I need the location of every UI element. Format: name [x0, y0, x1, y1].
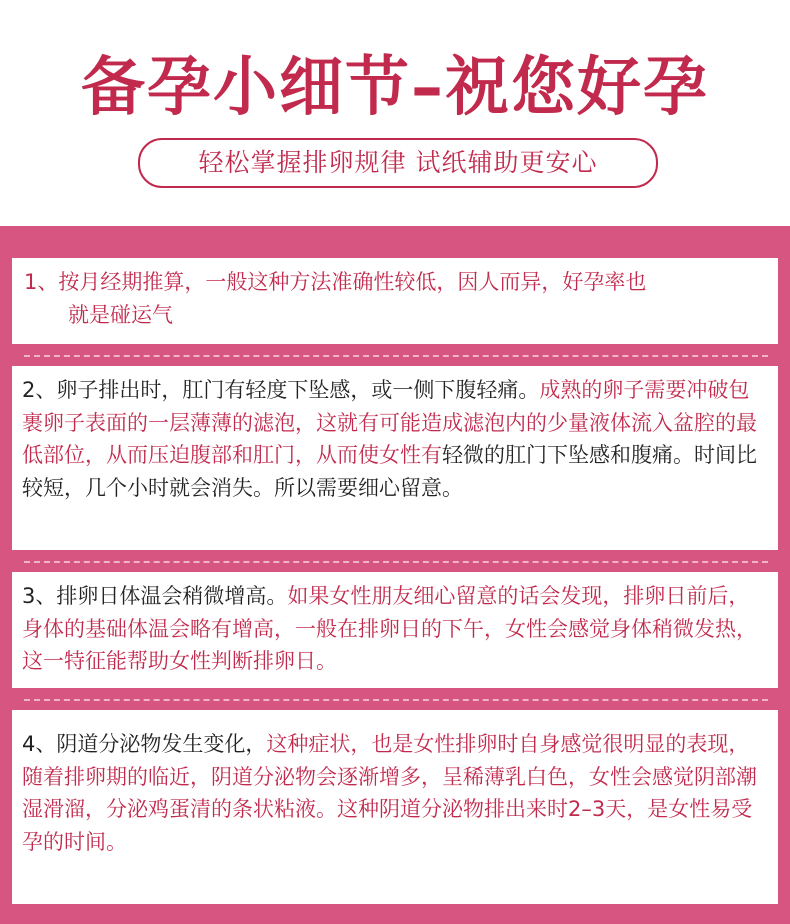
divider [24, 561, 768, 563]
tip-number: 4、 [22, 732, 57, 756]
tip-highlight: 如果女性朋友细心留意的话会发现，排卵日前后，身体的基础体温会略有增高，一般在排卵日的下午，女性会感觉身体稍微发热，这一特征能帮助女性判断排卵日。 [22, 584, 757, 673]
subtitle-badge: 轻松掌握排卵规律 试纸辅助更安心 [138, 138, 658, 188]
divider [24, 699, 768, 701]
tip-number: 3、 [22, 584, 57, 608]
tip-text-line1: 按月经期推算，一般这种方法准确性较低，因人而异，好孕率也 [58, 270, 647, 294]
tip-rest: 轻微的肛门下坠感和腹痛。时间比较短，几个小时就会消失。所以需要细心留意。 [22, 443, 757, 500]
tip-lead: 卵子排出时，肛门有轻度下坠感，或一侧下腹轻痛。 [56, 378, 540, 402]
tip-text-line2: 就是碰运气 [68, 302, 173, 327]
tip-card-1 [12, 258, 778, 344]
page-title: 备孕小细节–祝您好孕 [81, 51, 709, 125]
tip-number: 1、 [24, 270, 59, 294]
tip-lead: 排卵日体温会稍微增高。 [56, 584, 288, 608]
tip-card-3 [12, 572, 778, 688]
divider [24, 355, 768, 357]
tip-card-4 [12, 710, 778, 904]
tip-card-2 [12, 366, 778, 550]
tip-lead: 阴道分泌物发生变化， [56, 732, 267, 756]
header [0, 0, 790, 226]
tip-highlight: 成熟的卵子需要冲破包裹卵子表面的一层薄薄的滤泡，这就有可能造成滤泡内的少量液体流入盆腔的最低部位，从而压迫腹部和肛门，从而使女性有 [22, 378, 757, 467]
tip-highlight: 这种症状，也是女性排卵时自身感觉很明显的表现，随着排卵期的临近，阴道分泌物会逐渐增多，呈稀薄乳白色，女性会感觉阴部潮湿滑溜，分泌鸡蛋清的条状粘液。这种阴道分泌物排出来时2–3天，是女性易受孕的时间。 [22, 732, 757, 854]
tip-number: 2、 [22, 378, 57, 402]
